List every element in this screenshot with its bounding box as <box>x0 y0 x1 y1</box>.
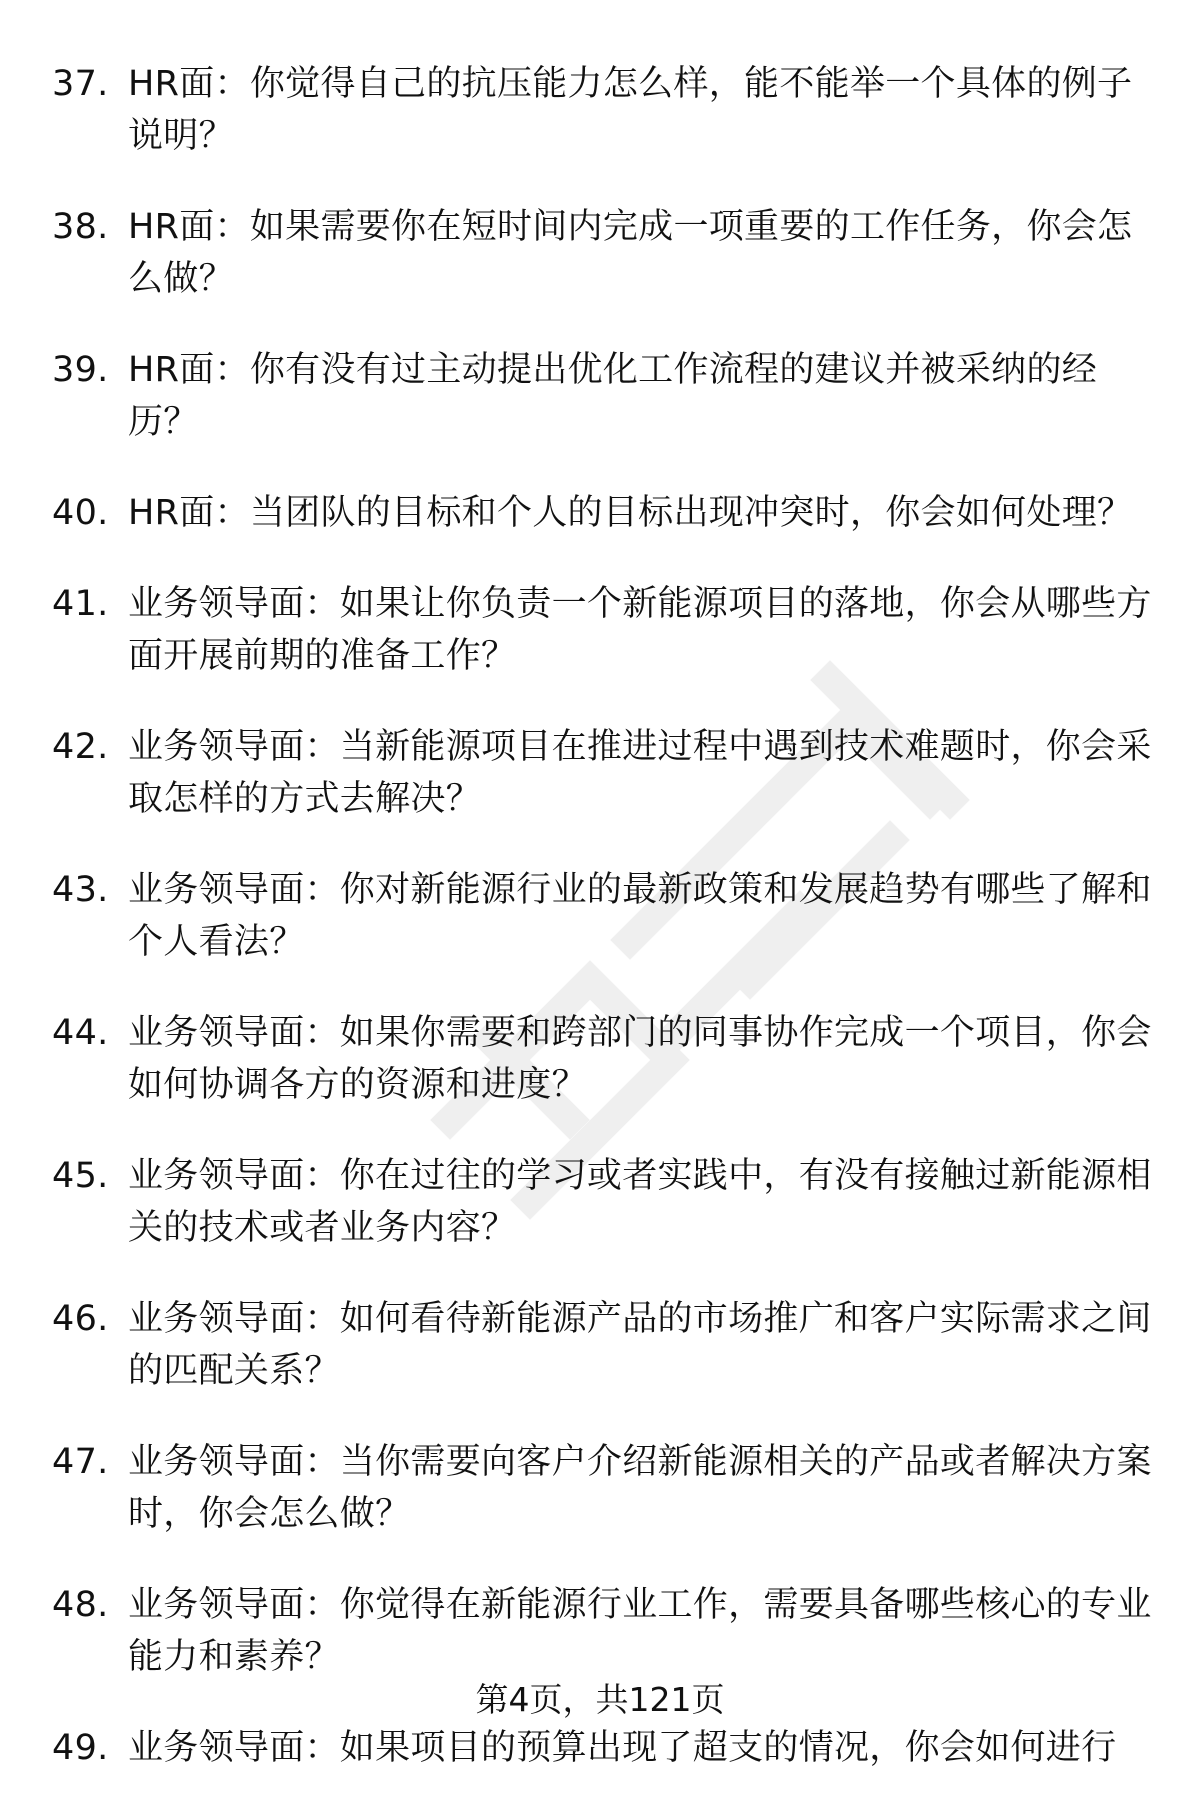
question-item <box>0 1722 1200 1774</box>
question-text: HR面：你觉得自己的抗压能力怎么样，能不能举一个具体的例子说明？ <box>128 64 1133 156</box>
question-text: 业务领导面：如果项目的预算出现了超支的情况，你会如何进行 <box>128 1728 1117 1768</box>
question-text: HR面：你有没有过主动提出优化工作流程的建议并被采纳的经历？ <box>128 350 1098 442</box>
question-text: 业务领导面：你在过往的学习或者实践中，有没有接触过新能源相关的技术或者业务内容？ <box>128 1156 1152 1248</box>
question-text: 业务领导面：如果让你负责一个新能源项目的落地，你会从哪些方面开展前期的准备工作？ <box>128 584 1152 676</box>
question-number: 49. <box>52 1728 109 1768</box>
question-number: 40. <box>52 493 109 533</box>
question-number: 48. <box>52 1585 109 1625</box>
question-item <box>0 1579 1200 1683</box>
question-item <box>0 58 1200 162</box>
question-list <box>0 58 1200 1813</box>
question-text: 业务领导面：你对新能源行业的最新政策和发展趋势有哪些了解和个人看法？ <box>128 870 1152 962</box>
question-text: 业务领导面：你觉得在新能源行业工作，需要具备哪些核心的专业能力和素养？ <box>128 1585 1152 1677</box>
question-item <box>0 201 1200 305</box>
question-item <box>0 578 1200 682</box>
question-item <box>0 1293 1200 1397</box>
question-number: 46. <box>52 1299 109 1339</box>
question-text: 业务领导面：如何看待新能源产品的市场推广和客户实际需求之间的匹配关系？ <box>128 1299 1152 1391</box>
page-footer: 第4页，共121页 <box>475 1680 725 1719</box>
question-number: 41. <box>52 584 109 624</box>
question-number: 45. <box>52 1156 109 1196</box>
question-number: 43. <box>52 870 109 910</box>
question-item <box>0 1007 1200 1111</box>
question-text: HR面：如果需要你在短时间内完成一项重要的工作任务，你会怎么做？ <box>128 207 1133 299</box>
question-item <box>0 1150 1200 1254</box>
question-number: 37. <box>52 64 109 104</box>
question-number: 39. <box>52 350 109 390</box>
question-item <box>0 1436 1200 1540</box>
question-text: 业务领导面：当你需要向客户介绍新能源相关的产品或者解决方案时，你会怎么做？ <box>128 1442 1152 1534</box>
question-number: 47. <box>52 1442 109 1482</box>
question-text: 业务领导面：当新能源项目在推进过程中遇到技术难题时，你会采取怎样的方式去解决？ <box>128 727 1152 819</box>
question-number: 38. <box>52 207 109 247</box>
question-text: HR面：当团队的目标和个人的目标出现冲突时，你会如何处理？ <box>128 493 1133 533</box>
question-number: 42. <box>52 727 109 767</box>
question-item <box>0 721 1200 825</box>
question-number: 44. <box>52 1013 109 1053</box>
question-text: 业务领导面：如果你需要和跨部门的同事协作完成一个项目，你会如何协调各方的资源和进度？ <box>128 1013 1152 1105</box>
question-item <box>0 487 1200 539</box>
question-item <box>0 344 1200 448</box>
question-item <box>0 864 1200 968</box>
